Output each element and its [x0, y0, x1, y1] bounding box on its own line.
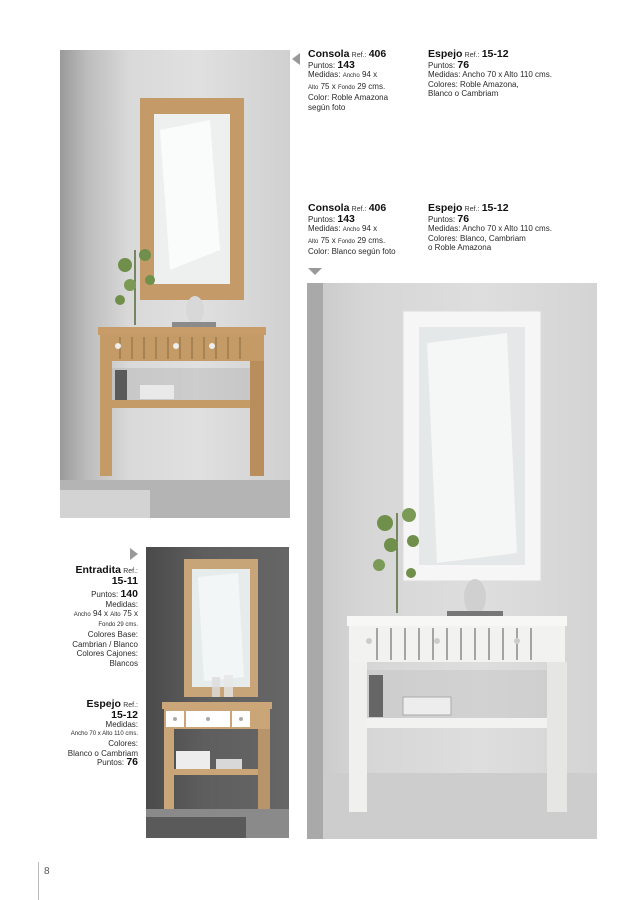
entradita-illustration	[146, 547, 289, 838]
oak-console-illustration	[60, 50, 290, 518]
white-console-illustration	[307, 283, 597, 839]
pointer-left-icon	[292, 53, 300, 65]
title: Consola	[308, 48, 350, 60]
espejo-entradita-block: Espejo Ref.: 15-12 Medidas: Ancho 70 x Alto 110 cms. Colores: Blanco o Cambriam Puntos: 76	[67, 698, 138, 768]
page-number-rule	[38, 862, 39, 900]
consola-roble-block: Consola Ref.: 406 Puntos: 143 Medidas: Ancho 94 x Alto 75 x Fondo 29 cms. Color: Roble Amazona según foto	[308, 48, 389, 112]
espejo-blanco-block: Espejo Ref.: 15-12 Puntos: 76 Medidas: Ancho 70 x Alto 110 cms. Colores: Blanco, Cambriam o Roble Amazona	[428, 202, 552, 252]
photo-white-console	[307, 283, 597, 839]
pointer-down-icon	[308, 268, 322, 275]
entradita-block: Entradita Ref.: 15-11 Puntos: 140 Medidas: Ancho 94 x Alto 75 x Fondo 29 cms. Colores Base: Cambrian / Blanco Colores Cajones: Blancos	[72, 564, 138, 668]
consola-blanco-block: Consola Ref.: 406 Puntos: 143 Medidas: Ancho 94 x Alto 75 x Fondo 29 cms. Color: Blanco según foto	[308, 202, 396, 256]
pointer-right-icon	[130, 548, 138, 560]
page-number: 8	[44, 866, 50, 877]
photo-entradita	[146, 547, 289, 838]
photo-oak-console	[60, 50, 290, 518]
espejo-roble-block: Espejo Ref.: 15-12 Puntos: 76 Medidas: Ancho 70 x Alto 110 cms. Colores: Roble Amazona, Blanco o Cambriam	[428, 48, 552, 98]
